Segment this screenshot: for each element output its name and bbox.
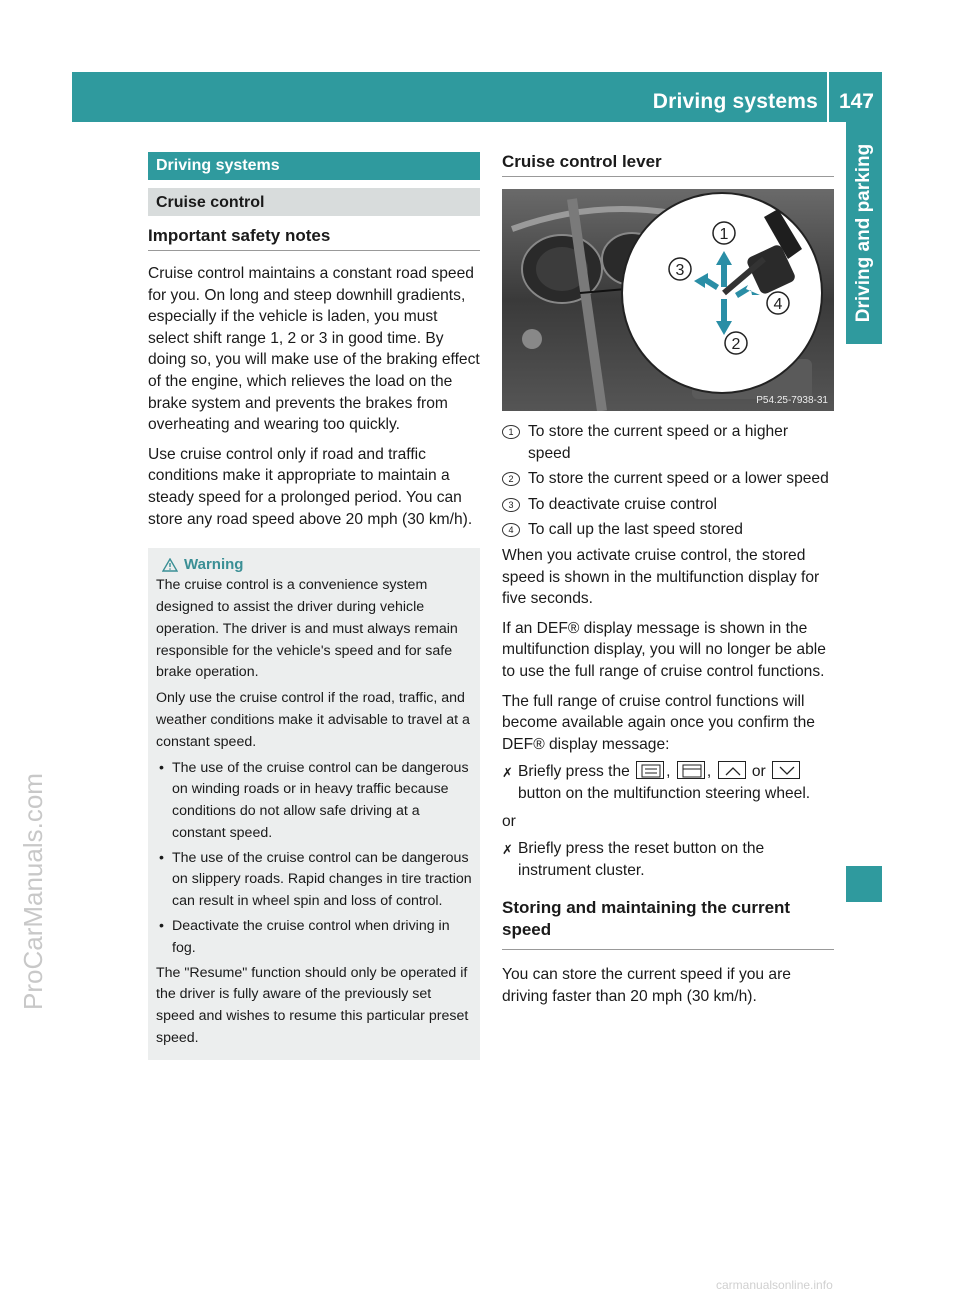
up-button-icon xyxy=(718,761,746,779)
lever-heading: Cruise control lever xyxy=(502,152,834,177)
safety-heading: Important safety notes xyxy=(148,226,480,251)
section-heading: Driving systems xyxy=(148,152,480,180)
instruction-step xyxy=(502,838,834,881)
list-item xyxy=(502,494,834,516)
display-paragraph-3: The full range of cruise control functions will become available again once you confirm the DEF® display message: xyxy=(502,692,815,753)
warning-paragraph-1: The cruise control is a convenience system designed to assist the driver during vehicle operation. The driver is and must always remain responsible for the vehicle's speed and for safe brake operation. xyxy=(156,577,458,681)
list-item xyxy=(502,519,834,541)
figure-label-3: 3 xyxy=(675,262,685,279)
warning-title: Warning xyxy=(184,556,244,574)
watermark-bottom: carmanualsonline.info xyxy=(716,1278,833,1292)
safety-paragraph-1: Cruise control maintains a constant road speed for you. On long and steep downhill gradients, especially if the vehicle is laden, you must select shift range 1, 2 or 3 in good time. By doing so, you will make use of the braking effect of the engine, which relieves the load on the brake system and prevents the brakes from overheating and wearing too quickly. xyxy=(148,265,480,434)
subsection-heading: Cruise control xyxy=(148,188,480,216)
figure-code: P54.25-7938-31 xyxy=(756,395,828,406)
list-item-text: To store the current speed or a lower speed xyxy=(528,470,829,488)
lever-function-list xyxy=(502,421,834,541)
storing-paragraph: You can store the current speed if you are driving faster than 20 mph (30 km/h). xyxy=(502,966,791,1005)
warning-paragraph-2: Only use the cruise control if the road, traffic, and weather conditions make it advisable to travel at a constant speed. xyxy=(156,690,470,750)
right-column xyxy=(502,152,834,1007)
display-paragraph-2: If an DEF® display message is shown in the multifunction display, you will no longer be able to use the full range of cruise control functions. xyxy=(502,619,826,680)
list-item xyxy=(502,421,834,464)
back-button-icon xyxy=(677,761,705,779)
warning-box xyxy=(148,548,480,1060)
number-badge: 4 xyxy=(502,523,520,537)
step-arrow-icon: ✗ xyxy=(502,842,513,858)
warning-bullet: • The use of the cruise control can be dangerous on slippery roads. Rapid changes in tire traction can result in wheel spin and loss of control. xyxy=(156,848,472,913)
down-button-icon xyxy=(772,761,800,779)
safety-paragraph-2: Use cruise control only if road and traffic conditions make it appropriate to maintain a steady speed for a prolonged period. You can store any road speed above 20 mph (30 km/h). xyxy=(148,445,473,528)
warning-bullet: • The use of the cruise control can be dangerous on winding roads or in heavy traffic because conditions do not allow safe driving at a constant speed. xyxy=(156,758,472,845)
cruise-control-lever-figure xyxy=(502,189,834,411)
figure-label-1: 1 xyxy=(719,226,729,243)
list-item xyxy=(502,468,834,490)
warning-paragraph-3: The "Resume" function should only be operated if the driver is fully aware of the previously set speed and wishes to resume this particular preset speed. xyxy=(156,964,469,1047)
warning-triangle-icon xyxy=(162,558,178,572)
menu-button-icon xyxy=(636,761,664,779)
or-text: or xyxy=(502,812,516,830)
list-item-text: To call up the last speed stored xyxy=(528,521,743,539)
page-number: 147 xyxy=(838,90,874,113)
step-text-part: or xyxy=(751,763,766,781)
warning-bullets xyxy=(156,758,472,960)
left-column xyxy=(148,152,480,1060)
step-text: Briefly press the , , or button on the multifunction steering wheel. xyxy=(518,763,811,802)
storing-heading: Storing and maintaining the current speed xyxy=(502,897,834,950)
step-arrow-icon: ✗ xyxy=(502,765,513,781)
step-text-part: Briefly press the xyxy=(518,763,630,781)
figure-label-2: 2 xyxy=(731,336,741,353)
number-badge: 2 xyxy=(502,472,520,486)
header-separator xyxy=(827,72,829,122)
lever-illustration xyxy=(502,189,834,411)
chapter-marker xyxy=(846,866,882,902)
warning-bullet: • Deactivate the cruise control when driving in fog. xyxy=(156,916,472,960)
chapter-tab xyxy=(846,122,882,344)
step-text-part: button on the multifunction steering wheel. xyxy=(518,784,811,802)
figure-label-4: 4 xyxy=(773,296,783,313)
page-header xyxy=(72,72,882,122)
instruction-step xyxy=(502,761,834,804)
step-text: Briefly press the reset button on the instrument cluster. xyxy=(518,840,765,879)
chapter-tab-label: Driving and parking xyxy=(853,143,874,323)
warning-header xyxy=(162,556,472,573)
list-item-text: To store the current speed or a higher speed xyxy=(528,423,789,462)
header-title: Driving systems xyxy=(652,90,818,113)
number-badge: 1 xyxy=(502,425,520,439)
number-badge: 3 xyxy=(502,498,520,512)
watermark: ProCarManuals.com xyxy=(18,773,48,1010)
list-item-text: To deactivate cruise control xyxy=(528,495,717,513)
display-paragraph-1: When you activate cruise control, the stored speed is shown in the multifunction display for five seconds. xyxy=(502,546,820,608)
